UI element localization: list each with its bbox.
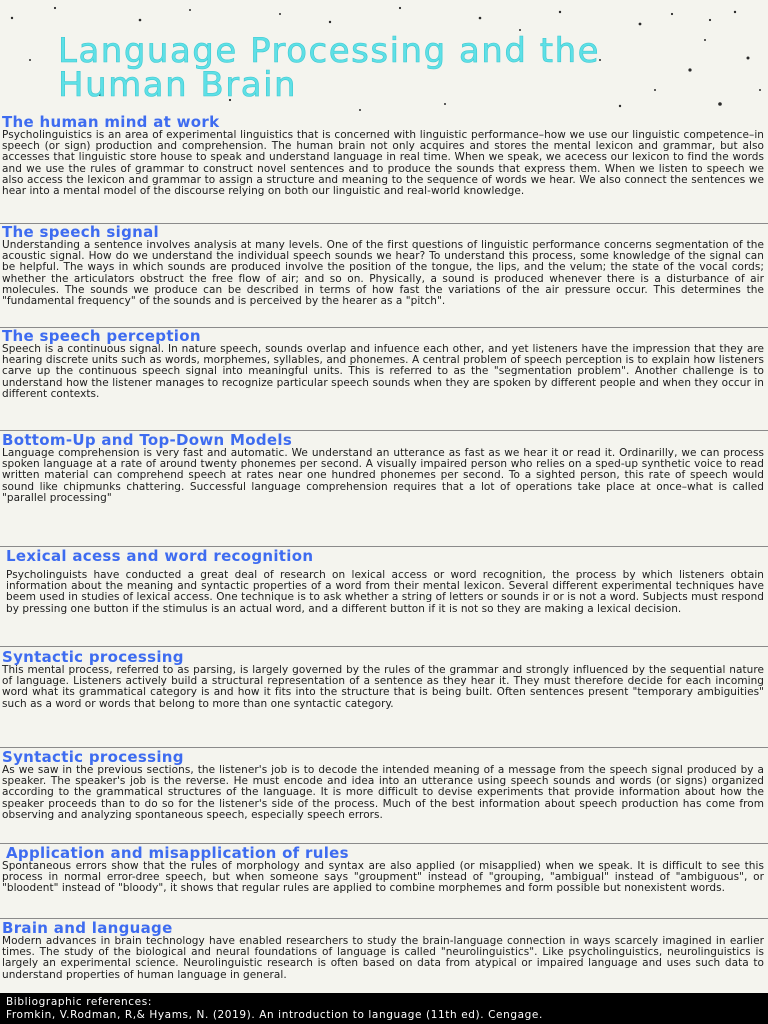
section-body: Psycholinguists have conducted a great deal of research on lexical access or word recognition, the process by which listeners obtain information about the meaning and syntactic properties of a word from their mental lexicon. Several different experimental techniques have beem used in studies of lexical access. One technique is to ask whether a string of letters or sounds ir or is not a word. Subjects must respond by pressing one button if the stimulus is an actual word, and a different button if it is not so they are making a lexical decision. [6, 569, 764, 615]
section-heading: The speech perception [2, 328, 201, 345]
section-body: As we saw in the previous sections, the listener's job is to decode the intended meaning of a message from the speech signal produced by a speaker. The speaker's job is the reverse. He must encode and idea into an utterance using speech sounds and words (or signs) organized according to the grammatical structures of the language. It is more difficult to devise experiments that provide information about how the speaker proceeds than to do so for the listener's side of the process. Much of the best information about speech production has come from observing and analyzing spontaneous speech, especially speech errors. [2, 764, 764, 821]
page-title: Language Processing and the Human Brain [58, 31, 601, 105]
section-speech-perception [0, 328, 768, 400]
section-heading: Lexical acess and word recognition [6, 548, 314, 565]
divider [0, 430, 768, 431]
section-body: Modern advances in brain technology have enabled researchers to study the brain-language connection in ways scarcely imagined in earlier times. The study of the biological and neural foundations of language is called "neurolinguistics". Like psycholinguistics, neurolinguistics is largely an experimental science. Neurolinguistic research is often based on data from atypical or impaired language and uses such data to understand properties of human language in general. [2, 935, 764, 981]
section-body: Language comprehension is very fast and automatic. We understand an utterance as fast as we hear it or read it. Ordinarilly, we can process spoken language at a rate of around twenty phonemes per second. A visually impaired person who relies on a sped-up synthetic voice to read written material can comprehend speech at rates near one hundred phonemes per second. To a sighted person, this rate of speech would sound like chipmunks chattering. Successful language comprehension requires that a lot of operations take place at once–what is called "parallel processing" [2, 447, 764, 504]
divider [0, 646, 768, 647]
section-body: Understanding a sentence involves analysis at many levels. One of the first questions of linguistic performance concerns segmentation of the acoustic signal. How do we understand the individual speech sounds we hear? To understand this process, some knowledge of the signal can be helpful. The ways in which sounds are produced involve the position of the tongue, the lips, and the velum; the state of the vocal cords; whether the articulators obstruct the free flow of air; and so on. Physically, a sound is produced whenever there is a disturbance of air molecules. The sounds we produce can be described in terms of how fast the variations of the air pressure occur. This determines the "fundamental frequency" of the sounds and is perceived by the hearer as a "pitch". [2, 239, 764, 308]
section-bottom-up-top-down [0, 432, 768, 504]
bibliography-label: Bibliographic references: [6, 996, 152, 1008]
section-body: Psycholinguistics is an area of experimental linguistics that is concerned with linguistic performance–how we use our linguistic competence–in speech (or sign) production and comprehension. The human brain not only acquires and stores the mental lexicon and grammar, but also accesses that linguistic store house to speak and understand language in real time. When we speak, we acecess our lexicon to find the words and we use the rules of grammar to construct novel sentences and to produce the sounds that express them. When we listen to speech we also access the lexicon and grammar to assign a structure and meaning to the sequence of words we hear. We also connect the sentences we hear into a mental model of the discourse relying on both our linguistic and real-world knowledge. [2, 129, 764, 198]
section-brain-language [0, 920, 768, 981]
section-human-mind [0, 114, 768, 197]
section-body: This mental process, referred to as parsing, is largely governed by the rules of the grammar and strongly influenced by the sequential nature of language. Listeners actively build a structural representation of a sentence as they hear it. They must therefore decide for each incoming word what its grammatical category is and how it fits into the structure that is being built. Often sentences present "temporary ambiguities" such as a word or words that belong to more than one syntactic category. [2, 664, 764, 710]
section-speech-signal [0, 224, 768, 307]
bibliography-entry: Fromkin, V.Rodman, R,& Hyams, N. (2019). An introduction to language (11th ed). Cengage. [6, 1009, 543, 1021]
bibliography-box [0, 993, 768, 1024]
section-syntactic-processing-2 [0, 749, 768, 821]
section-rules-application [0, 845, 768, 895]
section-body: Spontaneous errors show that the rules of morphology and syntax are also applied (or misapplied) when we speak. It is difficult to see this process in normal error-dree speech, but when someone says "groupment" instead of "grouping, "ambigual" instead of "ambiguous", or "bloodent" instead of "bloody", it shows that regular rules are applied to combine morphemes and form possible but nonexistent words. [2, 860, 764, 895]
section-heading: Brain and language [2, 920, 173, 937]
section-heading: Bottom-Up and Top-Down Models [2, 432, 293, 449]
section-heading: Application and misapplication of rules [6, 845, 349, 862]
section-heading: The human mind at work [2, 114, 220, 131]
section-heading: Syntactic processing [2, 749, 184, 766]
divider [0, 747, 768, 748]
divider [0, 546, 768, 547]
section-syntactic-processing-1 [0, 649, 768, 710]
section-lexical-access [0, 548, 768, 615]
divider [0, 843, 768, 844]
section-heading: The speech signal [2, 224, 159, 241]
section-body: Speech is a continuous signal. In nature speech, sounds overlap and infuence each other, and yet listeners have the impression that they are hearing discrete units such as words, morphemes, syllables, and phonemes. A central problem of speech perception is to explain how listeners carve up the continuous speech signal into meaningful units. This is referred to as the "segmentation problem". Another challenge is to understand how the listener manages to recognize particular speech sounds when they are spoken by different people and when they occur in different contexts. [2, 343, 764, 400]
section-heading: Syntactic processing [2, 649, 184, 666]
divider [0, 918, 768, 919]
